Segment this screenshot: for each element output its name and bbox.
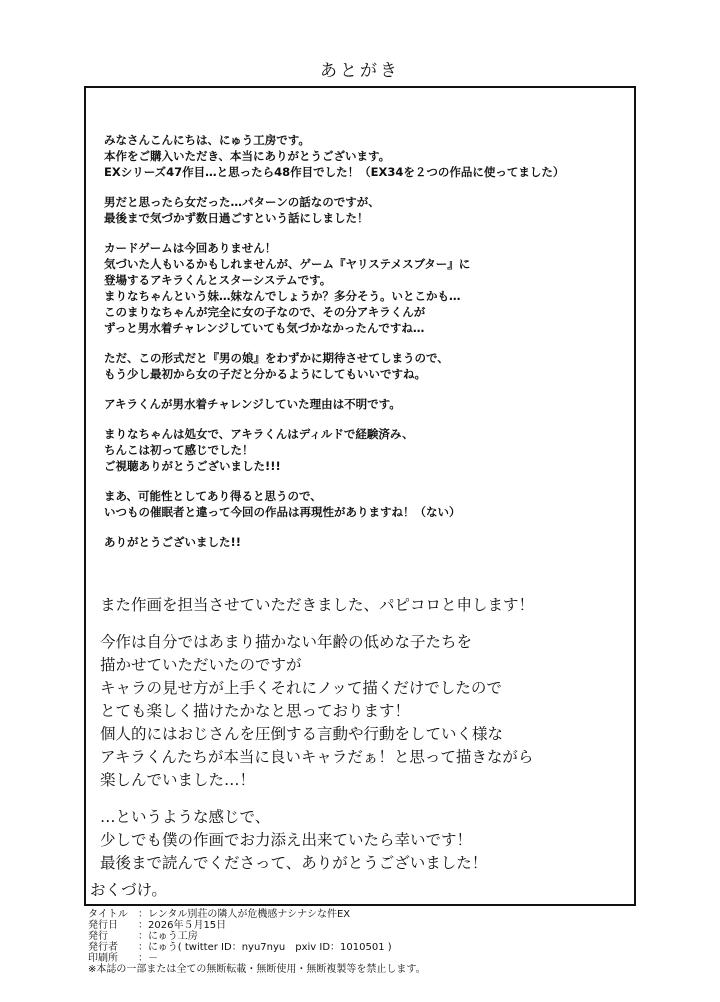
- artist-note-line: …というような感じで、: [100, 808, 271, 826]
- author-note-line: ずっと男水着チャレンジしていても気づかなかったんですね…: [104, 321, 425, 335]
- author-note-line: EXシリーズ47作目…と思ったら48作目でした！（EX34を２つの作品に使ってました）: [104, 165, 565, 179]
- author-note-paragraph: [104, 132, 624, 180]
- colophon-row: [88, 931, 628, 942]
- author-note-line: まりなちゃんは処女で、アキラくんはディルドで経験済み、: [104, 427, 414, 441]
- author-note-paragraph: [104, 240, 624, 336]
- colophon-separator: ：: [138, 920, 148, 931]
- page-title: あとがき: [320, 61, 400, 81]
- colophon-label: 発行者: [88, 942, 118, 953]
- artist-note-line: 最後まで読んでくださって、ありがとうございました！: [100, 854, 488, 872]
- colophon-row: [88, 953, 628, 964]
- artist-note: [100, 594, 625, 889]
- colophon-separator: ：: [138, 931, 148, 942]
- colophon-row: [88, 909, 628, 920]
- colophon-label: 印刷所: [88, 953, 118, 964]
- author-note-paragraph: [104, 396, 624, 412]
- author-note-line: まりなちゃんという妹…妹なんでしょうか？多分そう。いとこかも…: [104, 289, 461, 303]
- artist-note-line: 今作は自分ではあまり描かない年齢の低めな子たちを: [100, 633, 473, 651]
- artist-note-line: 個人的にはおじさんを圧倒する言動や行動をしていく様な: [100, 725, 504, 743]
- colophon-row: [88, 942, 628, 953]
- author-note-line: ただ、この形式だと『男の娘』をわずかに期待させてしまうので、: [104, 351, 449, 365]
- artist-note-paragraph: [100, 631, 625, 792]
- author-note-line: 男だと思ったら女だった…パターンの話なのですが、: [104, 195, 380, 209]
- author-note-line: このまりなちゃんが完全に女の子なので、その分アキラくんが: [104, 305, 426, 319]
- author-note-line: いつもの催眠者と違って今回の作品は再現性がありますね！（ない）: [104, 505, 461, 519]
- author-note-line: アキラくんが男水着チャレンジしていた理由は不明です。: [104, 397, 401, 411]
- artist-note-line: アキラくんたちが本当に良いキャラだぁ！と思って描きながら: [100, 748, 534, 766]
- colophon-value: －: [148, 953, 158, 964]
- colophon-separator: ：: [138, 953, 148, 964]
- author-note-paragraph: [104, 488, 624, 520]
- author-note-line: ご視聴ありがとうございました!!!: [104, 459, 281, 473]
- author-note-line: ありがとうございました!!: [104, 535, 241, 549]
- afterword-frame: [84, 86, 636, 906]
- artist-note-line: 楽しんでいました…！: [100, 771, 256, 789]
- colophon-value: にゅう工房: [148, 931, 198, 942]
- artist-note-line: とても楽しく描けたかなと思っております！: [100, 702, 411, 720]
- artist-note-line: キャラの見せ方が上手くそれにノッて描くだけでしたので: [100, 679, 502, 697]
- colophon-label: タイトル: [88, 909, 128, 920]
- colophon-separator: ：: [138, 909, 148, 920]
- author-note-line: ちんこは初って感じでした！: [104, 443, 254, 457]
- colophon-value: レンタル別荘の隣人が危機感ナシナシな件EX: [148, 909, 351, 920]
- colophon-label: 発行日: [88, 920, 118, 931]
- author-note-paragraph: [104, 426, 624, 474]
- author-note-paragraph: [104, 350, 624, 382]
- author-note: [104, 132, 624, 564]
- author-note-paragraph: [104, 194, 624, 226]
- author-note-line: 最後まで気づかず数日過ごすという話にしました！: [104, 211, 369, 225]
- colophon-separator: ：: [138, 942, 148, 953]
- colophon-row: [88, 920, 628, 931]
- signature: おくづけ。: [90, 881, 167, 899]
- colophon-value: 2026年５月15日: [148, 920, 227, 931]
- artist-note-paragraph: [100, 806, 625, 875]
- colophon: [88, 909, 628, 975]
- author-note-line: カードゲームは今回ありません！: [104, 241, 277, 255]
- author-note-line: 気づいた人もいるかもしれませんが、ゲーム『ヤリステメスブター』に: [104, 257, 471, 271]
- colophon-value: にゅう( twitter ID：nyu7nyu pxiv ID：1010501 ): [148, 942, 392, 953]
- author-note-line: もう少し最初から女の子だと分かるようにしてもいいですね。: [104, 367, 426, 381]
- artist-note-line: 少しでも僕の作画でお力添え出来ていたら幸いです！: [100, 831, 473, 849]
- colophon-label: 発行: [88, 931, 108, 942]
- author-note-line: まあ、可能性としてあり得ると思うので、: [104, 489, 322, 503]
- artist-note-line: 描かせていただいたのですが: [100, 656, 302, 674]
- artist-note-paragraph: [100, 594, 625, 617]
- author-note-line: 登場するアキラくんとスターシステムです。: [104, 273, 332, 287]
- author-note-paragraph: [104, 534, 624, 550]
- artist-note-line: また作画を担当させていただきました、パピコロと申します！: [100, 596, 535, 614]
- copyright-notice: ※本誌の一部または全ての無断転載・無断使用・無断複製等を禁止します。: [88, 964, 426, 975]
- author-note-line: 本作をご購入いただき、本当にありがとうございます。: [104, 149, 391, 163]
- author-note-line: みなさんこんにちは、にゅう工房です。: [104, 133, 310, 147]
